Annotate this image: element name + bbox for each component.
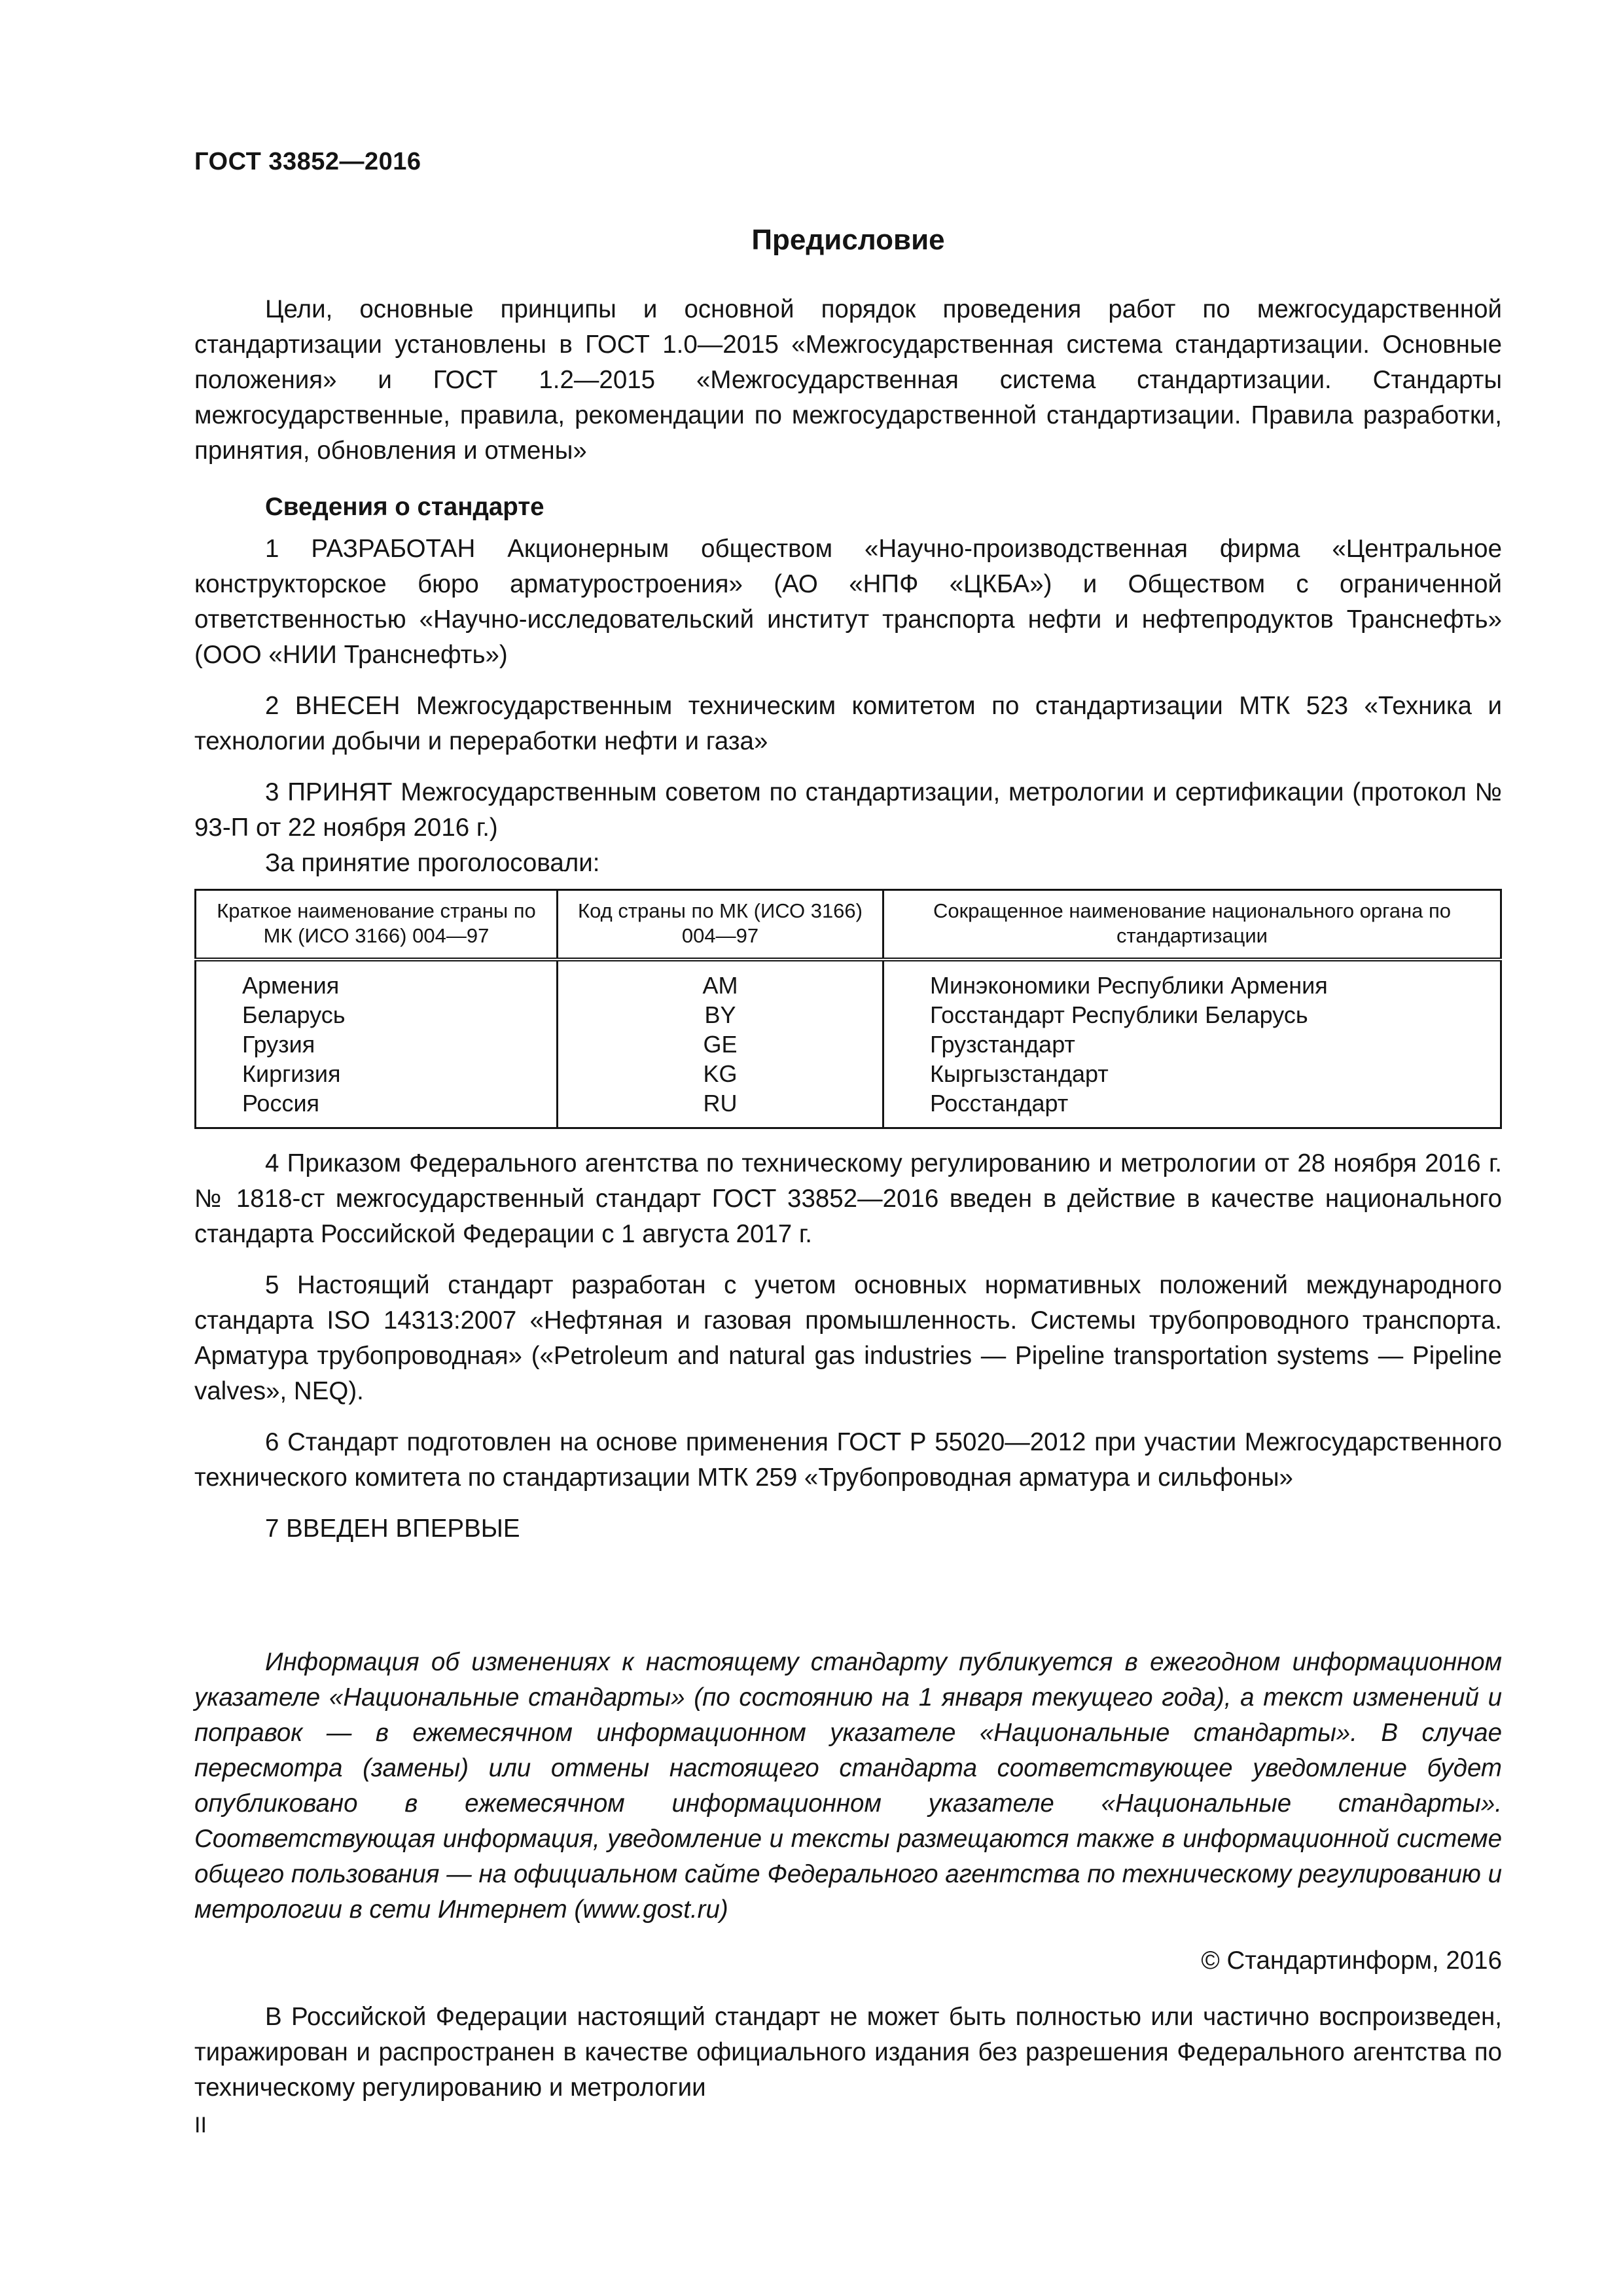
- header-country-name: Краткое наименование страны по МК (ИСО 3166) 004—97: [196, 890, 558, 960]
- cell-code: RU: [558, 1088, 883, 1128]
- voted-label: За принятие проголосовали:: [265, 849, 600, 877]
- reproduction-notice: В Российской Федерации настоящий стандарт не может быть полностью или частично воспроизведен, тиражирован и распространен в качестве официального издания без разрешения Федерального агентства по техническому регулированию и метрологии: [194, 2003, 1502, 2102]
- item-6-preparation: 6 Стандарт подготовлен на основе применения ГОСТ Р 55020—2012 при участии Межгосударственного технического комитета по стандартизации МТК 259 «Трубопроводная арматура и сильфоны»: [194, 1428, 1502, 1492]
- item-2-submitted-by: 2 ВНЕСЕН Межгосударственным техническим комитетом по стандартизации МТК 523 «Техника и технологии добычи и переработки нефти и газа»: [194, 692, 1502, 755]
- document-code-header: ГОСТ 33852—2016: [194, 148, 421, 175]
- page-title: Предисловие: [751, 224, 945, 256]
- item-5-basis: 5 Настоящий стандарт разработан с учетом основных нормативных положений международного стандарта ISO 14313:2007 «Нефтяная и газовая промышленность. Системы трубопроводного транспорта. Арматура трубопроводная» («Petroleum and natural gas industries — Pipeline transportation systems — Pipeline valves», NEQ).: [194, 1271, 1502, 1405]
- header-country-code: Код страны по МК (ИСО 3166) 004—97: [558, 890, 883, 960]
- vote-table-header-row: [196, 890, 1501, 960]
- cell-standards-body: Госстандарт Республики Беларусь: [883, 1000, 1501, 1030]
- cell-standards-body: Росстандарт: [883, 1088, 1501, 1128]
- info-notice-block: [194, 1645, 1502, 1928]
- table-row: [196, 1088, 1501, 1128]
- cell-standards-body: Грузстандарт: [883, 1030, 1501, 1059]
- table-row: [196, 1059, 1501, 1088]
- section-heading: Сведения о стандарте: [265, 493, 544, 521]
- table-row: [196, 960, 1501, 1000]
- cell-code: GE: [558, 1030, 883, 1059]
- header-standards-body: Сокращенное наименование национального органа по стандартизации: [883, 890, 1501, 960]
- cell-country: Киргизия: [196, 1059, 558, 1088]
- document-page: [194, 0, 1502, 2296]
- cell-code: AM: [558, 960, 883, 1000]
- cell-standards-body: Кыргызстандарт: [883, 1059, 1501, 1088]
- table-row: [196, 1030, 1501, 1059]
- copyright-line: © Стандартинформ, 2016: [1201, 1946, 1502, 1975]
- cell-country: Россия: [196, 1088, 558, 1128]
- item-1-developed-by: 1 РАЗРАБОТАН Акционерным обществом «Научно-производственная фирма «Центральное конструкторское бюро арматуростроения» (АО «НПФ «ЦКБА») и Обществом с ограниченной ответственностью «Научно-исследовательский институт транспорта нефти и нефтепродуктов Транснефть» (ООО «НИИ Транснефть»): [194, 535, 1502, 669]
- page-number: II: [194, 2113, 207, 2138]
- table-row: [196, 1000, 1501, 1030]
- cell-standards-body: Минэкономики Республики Армения: [883, 960, 1501, 1000]
- cell-code: KG: [558, 1059, 883, 1088]
- item-3-adopted-by: 3 ПРИНЯТ Межгосударственным советом по стандартизации, метрологии и сертификации (протокол № 93-П от 22 ноября 2016 г.): [194, 778, 1502, 842]
- cell-country: Беларусь: [196, 1000, 558, 1030]
- item-7-introduced: 7 ВВЕДЕН ВПЕРВЫЕ: [265, 1515, 520, 1543]
- document-body: [194, 292, 1502, 2106]
- item-4-order: 4 Приказом Федерального агентства по техническому регулированию и метрологии от 28 ноября 2016 г. № 1818-ст межгосударственный стандарт ГОСТ 33852—2016 введен в действие в качестве национального стандарта Российской Федерации с 1 августа 2017 г.: [194, 1149, 1502, 1248]
- cell-country: Армения: [196, 960, 558, 1000]
- vote-table: [194, 889, 1502, 1129]
- cell-country: Грузия: [196, 1030, 558, 1059]
- cell-code: BY: [558, 1000, 883, 1030]
- info-notice: Информация об изменениях к настоящему стандарту публикуется в ежегодном информационном указателе «Национальные стандарты» (по состоянию на 1 января текущего года), а текст изменений и поправок — в ежемесячном информационном указателе «Национальные стандарты». В случае пересмотра (замены) или отмены настоящего стандарта соответствующее уведомление будет опубликовано в ежемесячном информационном указателе «Национальные стандарты». Соответствующая информация, уведомление и тексты размещаются также в информационной системе общего пользования — на официальном сайте Федерального агентства по техническому регулированию и метрологии в сети Интернет (www.gost.ru): [194, 1648, 1502, 1924]
- intro-paragraph: Цели, основные принципы и основной порядок проведения работ по межгосударственной стандартизации установлены в ГОСТ 1.0—2015 «Межгосударственная система стандартизации. Основные положения» и ГОСТ 1.2—2015 «Межгосударственная система стандартизации. Стандарты межгосударственные, правила, рекомендации по межгосударственной стандартизации. Правила разработки, принятия, обновления и отмены»: [194, 295, 1502, 465]
